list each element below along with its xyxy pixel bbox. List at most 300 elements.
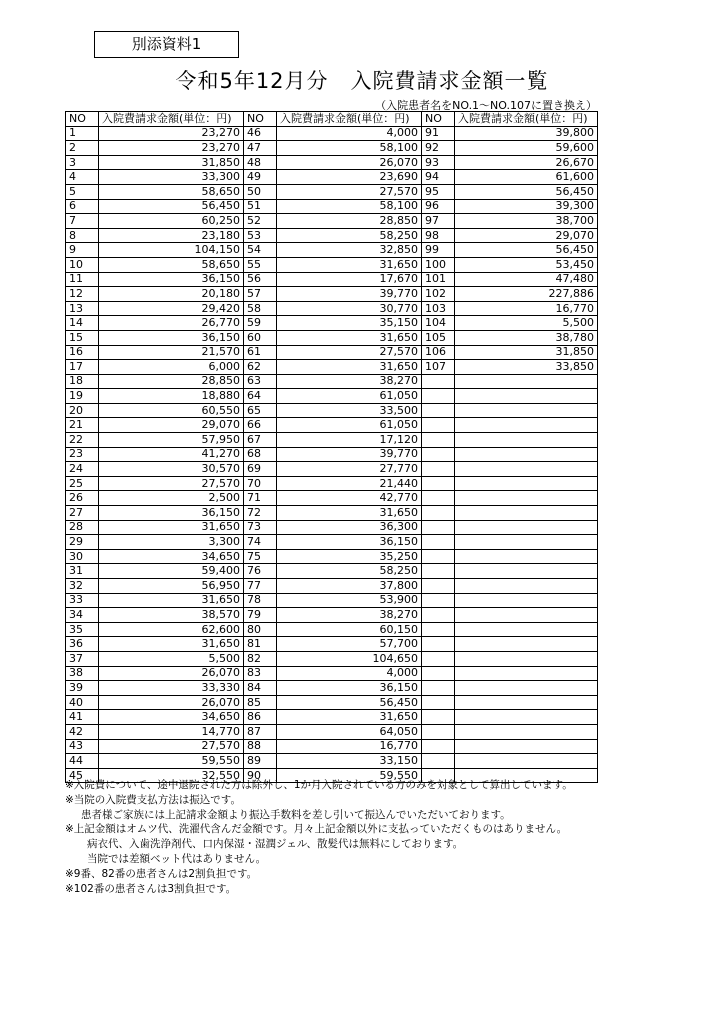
footnote: ※当院の入院費支払方法は振込です。 bbox=[65, 793, 241, 806]
patient-no-cell bbox=[422, 739, 455, 754]
amount-cell bbox=[455, 374, 598, 389]
patient-no-cell: 79 bbox=[244, 608, 277, 623]
patient-no-cell: 106 bbox=[422, 345, 455, 360]
amount-cell: 18,880 bbox=[99, 389, 244, 404]
patient-no-cell: 43 bbox=[66, 739, 99, 754]
patient-no-cell: 107 bbox=[422, 360, 455, 375]
amount-cell: 2,500 bbox=[99, 491, 244, 506]
patient-no-cell bbox=[422, 491, 455, 506]
amount-cell: 33,330 bbox=[99, 681, 244, 696]
amount-cell: 36,150 bbox=[277, 681, 422, 696]
table-row bbox=[66, 622, 598, 637]
amount-cell bbox=[455, 433, 598, 448]
patient-no-cell: 19 bbox=[66, 389, 99, 404]
amount-cell: 31,650 bbox=[99, 637, 244, 652]
patient-no-cell bbox=[422, 403, 455, 418]
footnote: 病衣代、入歯洗浄剤代、口内保湿・湿潤ジェル、散髪代は無料にしております。 bbox=[87, 838, 464, 851]
patient-no-cell: 14 bbox=[66, 316, 99, 331]
patient-no-cell: 101 bbox=[422, 272, 455, 287]
amount-cell bbox=[455, 710, 598, 725]
amount-cell: 17,120 bbox=[277, 433, 422, 448]
amount-cell bbox=[455, 739, 598, 754]
patient-no-cell: 54 bbox=[244, 243, 277, 258]
patient-no-cell: 42 bbox=[66, 724, 99, 739]
patient-no-cell: 33 bbox=[66, 593, 99, 608]
table-row bbox=[66, 724, 598, 739]
patient-no-cell bbox=[422, 520, 455, 535]
patient-no-cell bbox=[422, 622, 455, 637]
amount-cell: 30,570 bbox=[99, 462, 244, 477]
amount-cell: 33,150 bbox=[277, 754, 422, 769]
table-row bbox=[66, 710, 598, 725]
amount-cell: 20,180 bbox=[99, 287, 244, 302]
amount-cell bbox=[455, 593, 598, 608]
table-row bbox=[66, 637, 598, 652]
patient-no-cell: 82 bbox=[244, 651, 277, 666]
patient-no-cell: 94 bbox=[422, 170, 455, 185]
amount-cell bbox=[455, 651, 598, 666]
patient-no-cell: 59 bbox=[244, 316, 277, 331]
amount-cell: 57,700 bbox=[277, 637, 422, 652]
table-row bbox=[66, 243, 598, 258]
patient-no-cell: 69 bbox=[244, 462, 277, 477]
amount-cell: 32,850 bbox=[277, 243, 422, 258]
amount-cell: 60,150 bbox=[277, 622, 422, 637]
amount-cell bbox=[455, 754, 598, 769]
table-row bbox=[66, 579, 598, 594]
patient-no-cell: 56 bbox=[244, 272, 277, 287]
amount-cell: 21,440 bbox=[277, 476, 422, 491]
table-row bbox=[66, 184, 598, 199]
table-row bbox=[66, 287, 598, 302]
patient-no-cell: 51 bbox=[244, 199, 277, 214]
table-row bbox=[66, 695, 598, 710]
patient-no-cell: 62 bbox=[244, 360, 277, 375]
amount-cell: 27,570 bbox=[99, 476, 244, 491]
table-row bbox=[66, 257, 598, 272]
table-row bbox=[66, 214, 598, 229]
table-row bbox=[66, 360, 598, 375]
table-row bbox=[66, 374, 598, 389]
patient-no-cell: 65 bbox=[244, 403, 277, 418]
patient-no-cell: 24 bbox=[66, 462, 99, 477]
amount-cell bbox=[455, 491, 598, 506]
patient-no-cell: 98 bbox=[422, 228, 455, 243]
table-row bbox=[66, 593, 598, 608]
amount-cell bbox=[455, 476, 598, 491]
table-row bbox=[66, 506, 598, 521]
amount-cell: 58,650 bbox=[99, 184, 244, 199]
table-row bbox=[66, 476, 598, 491]
amount-cell: 36,300 bbox=[277, 520, 422, 535]
amount-cell: 58,250 bbox=[277, 228, 422, 243]
patient-no-cell bbox=[422, 506, 455, 521]
amount-cell: 6,000 bbox=[99, 360, 244, 375]
amount-cell: 29,070 bbox=[455, 228, 598, 243]
amount-cell: 31,650 bbox=[277, 710, 422, 725]
header-amount: 入院費請求金額(単位：円) bbox=[99, 112, 244, 127]
patient-no-cell: 96 bbox=[422, 199, 455, 214]
patient-no-cell bbox=[422, 433, 455, 448]
amount-cell: 26,670 bbox=[455, 155, 598, 170]
patient-no-cell bbox=[422, 593, 455, 608]
patient-no-cell: 20 bbox=[66, 403, 99, 418]
amount-cell: 30,770 bbox=[277, 301, 422, 316]
patient-no-cell: 74 bbox=[244, 535, 277, 550]
amount-cell: 23,690 bbox=[277, 170, 422, 185]
patient-no-cell: 37 bbox=[66, 651, 99, 666]
amount-cell: 17,670 bbox=[277, 272, 422, 287]
amount-cell bbox=[455, 637, 598, 652]
patient-no-cell: 41 bbox=[66, 710, 99, 725]
amount-cell: 59,550 bbox=[99, 754, 244, 769]
patient-no-cell: 66 bbox=[244, 418, 277, 433]
table-row bbox=[66, 316, 598, 331]
amount-cell: 31,850 bbox=[99, 155, 244, 170]
patient-no-cell: 61 bbox=[244, 345, 277, 360]
amount-cell: 61,050 bbox=[277, 389, 422, 404]
patient-no-cell bbox=[422, 666, 455, 681]
amount-cell: 21,570 bbox=[99, 345, 244, 360]
table-row bbox=[66, 199, 598, 214]
amount-cell: 3,300 bbox=[99, 535, 244, 550]
amount-cell bbox=[455, 622, 598, 637]
patient-no-cell: 15 bbox=[66, 330, 99, 345]
amount-cell: 26,770 bbox=[99, 316, 244, 331]
patient-no-cell: 105 bbox=[422, 330, 455, 345]
patient-no-cell: 63 bbox=[244, 374, 277, 389]
amount-cell: 33,500 bbox=[277, 403, 422, 418]
amount-cell bbox=[455, 389, 598, 404]
amount-cell: 31,850 bbox=[455, 345, 598, 360]
patient-no-cell: 73 bbox=[244, 520, 277, 535]
patient-no-cell bbox=[422, 462, 455, 477]
patient-no-cell bbox=[422, 447, 455, 462]
patient-no-cell: 53 bbox=[244, 228, 277, 243]
table-row bbox=[66, 564, 598, 579]
amount-cell: 16,770 bbox=[277, 739, 422, 754]
patient-no-cell: 70 bbox=[244, 476, 277, 491]
amount-cell: 4,000 bbox=[277, 666, 422, 681]
amount-cell: 59,550 bbox=[277, 768, 422, 783]
patient-no-cell: 21 bbox=[66, 418, 99, 433]
header-no: NO bbox=[66, 112, 99, 127]
amount-cell: 64,050 bbox=[277, 724, 422, 739]
patient-no-cell: 48 bbox=[244, 155, 277, 170]
amount-cell: 38,700 bbox=[455, 214, 598, 229]
patient-no-cell: 5 bbox=[66, 184, 99, 199]
amount-cell: 37,800 bbox=[277, 579, 422, 594]
patient-no-cell bbox=[422, 476, 455, 491]
patient-no-cell: 50 bbox=[244, 184, 277, 199]
amount-cell: 39,800 bbox=[455, 126, 598, 141]
patient-no-cell: 104 bbox=[422, 316, 455, 331]
patient-no-cell: 77 bbox=[244, 579, 277, 594]
patient-no-cell: 100 bbox=[422, 257, 455, 272]
amount-cell: 47,480 bbox=[455, 272, 598, 287]
patient-no-cell: 31 bbox=[66, 564, 99, 579]
patient-no-cell: 36 bbox=[66, 637, 99, 652]
amount-cell: 56,450 bbox=[99, 199, 244, 214]
table-row bbox=[66, 754, 598, 769]
patient-no-cell bbox=[422, 564, 455, 579]
amount-cell: 56,950 bbox=[99, 579, 244, 594]
amount-cell: 26,070 bbox=[99, 666, 244, 681]
patient-no-cell bbox=[422, 754, 455, 769]
amount-cell: 27,570 bbox=[277, 184, 422, 199]
amount-cell: 53,450 bbox=[455, 257, 598, 272]
amount-cell: 16,770 bbox=[455, 301, 598, 316]
amount-cell: 38,570 bbox=[99, 608, 244, 623]
amount-cell: 34,650 bbox=[99, 549, 244, 564]
patient-no-cell: 64 bbox=[244, 389, 277, 404]
amount-cell: 28,850 bbox=[277, 214, 422, 229]
patient-no-cell bbox=[422, 418, 455, 433]
footnote: ※9番、82番の患者さんは2割負担です。 bbox=[65, 867, 258, 880]
patient-no-cell: 80 bbox=[244, 622, 277, 637]
header-amount: 入院費請求金額(単位：円) bbox=[277, 112, 422, 127]
patient-no-cell: 89 bbox=[244, 754, 277, 769]
amount-cell: 32,550 bbox=[99, 768, 244, 783]
patient-no-cell: 8 bbox=[66, 228, 99, 243]
amount-cell: 36,150 bbox=[277, 535, 422, 550]
patient-no-cell bbox=[422, 549, 455, 564]
patient-no-cell: 78 bbox=[244, 593, 277, 608]
amount-cell bbox=[455, 520, 598, 535]
patient-no-cell: 27 bbox=[66, 506, 99, 521]
footnote: ※入院費について、途中退院された方は除外し、1か月入院されている方のみを対象として算出しています。 bbox=[65, 779, 573, 791]
patient-no-cell: 58 bbox=[244, 301, 277, 316]
amount-cell: 60,250 bbox=[99, 214, 244, 229]
amount-cell: 58,100 bbox=[277, 199, 422, 214]
amount-cell: 31,650 bbox=[99, 593, 244, 608]
patient-no-cell: 38 bbox=[66, 666, 99, 681]
patient-no-cell: 1 bbox=[66, 126, 99, 141]
patient-no-cell: 34 bbox=[66, 608, 99, 623]
patient-no-cell: 68 bbox=[244, 447, 277, 462]
amount-cell bbox=[455, 535, 598, 550]
amount-cell: 56,450 bbox=[455, 184, 598, 199]
amount-cell: 28,850 bbox=[99, 374, 244, 389]
footnotes bbox=[65, 778, 720, 896]
amount-cell bbox=[455, 681, 598, 696]
amount-cell bbox=[455, 403, 598, 418]
amount-cell: 23,180 bbox=[99, 228, 244, 243]
patient-no-cell: 7 bbox=[66, 214, 99, 229]
table-row bbox=[66, 462, 598, 477]
table-row bbox=[66, 330, 598, 345]
table-row bbox=[66, 141, 598, 156]
table-row bbox=[66, 491, 598, 506]
patient-no-cell: 26 bbox=[66, 491, 99, 506]
amount-cell: 27,570 bbox=[277, 345, 422, 360]
header-no: NO bbox=[422, 112, 455, 127]
amount-cell: 59,400 bbox=[99, 564, 244, 579]
attachment-label: 別添資料1 bbox=[94, 31, 239, 58]
patient-no-cell: 55 bbox=[244, 257, 277, 272]
patient-no-cell: 84 bbox=[244, 681, 277, 696]
amount-cell: 56,450 bbox=[277, 695, 422, 710]
billing-table bbox=[65, 111, 598, 783]
amount-cell: 23,270 bbox=[99, 141, 244, 156]
amount-cell: 31,650 bbox=[99, 520, 244, 535]
patient-no-cell bbox=[422, 681, 455, 696]
amount-cell: 29,420 bbox=[99, 301, 244, 316]
patient-no-cell: 75 bbox=[244, 549, 277, 564]
patient-no-cell: 9 bbox=[66, 243, 99, 258]
table-row bbox=[66, 155, 598, 170]
patient-no-cell: 25 bbox=[66, 476, 99, 491]
amount-cell: 14,770 bbox=[99, 724, 244, 739]
patient-no-cell: 57 bbox=[244, 287, 277, 302]
patient-no-cell: 91 bbox=[422, 126, 455, 141]
patient-no-cell: 76 bbox=[244, 564, 277, 579]
table-row bbox=[66, 418, 598, 433]
footnote: 患者様ご家族には上記請求金額より振込手数料を差し引いて振込んでいただいております。 bbox=[81, 808, 511, 821]
footnote: ※上記金額はオムツ代、洗濯代含んだ金額です。月々上記金額以外に支払っていただくものはありません。 bbox=[65, 823, 568, 836]
patient-no-cell: 10 bbox=[66, 257, 99, 272]
amount-cell: 36,150 bbox=[99, 272, 244, 287]
patient-no-cell: 95 bbox=[422, 184, 455, 199]
amount-cell: 29,070 bbox=[99, 418, 244, 433]
table-row bbox=[66, 447, 598, 462]
patient-no-cell: 30 bbox=[66, 549, 99, 564]
amount-cell: 58,250 bbox=[277, 564, 422, 579]
patient-no-cell: 3 bbox=[66, 155, 99, 170]
patient-no-cell: 12 bbox=[66, 287, 99, 302]
amount-cell: 33,850 bbox=[455, 360, 598, 375]
patient-no-cell: 99 bbox=[422, 243, 455, 258]
table-row bbox=[66, 666, 598, 681]
patient-no-cell: 18 bbox=[66, 374, 99, 389]
patient-no-cell bbox=[422, 710, 455, 725]
page-title: 令和5年12月分 入院費請求金額一覧 bbox=[175, 69, 549, 93]
amount-cell: 27,770 bbox=[277, 462, 422, 477]
table-row bbox=[66, 389, 598, 404]
amount-cell: 60,550 bbox=[99, 403, 244, 418]
patient-no-cell: 45 bbox=[66, 768, 99, 783]
patient-no-cell bbox=[422, 535, 455, 550]
billing-table-body bbox=[66, 112, 598, 783]
header-no: NO bbox=[244, 112, 277, 127]
table-row bbox=[66, 433, 598, 448]
patient-no-cell: 49 bbox=[244, 170, 277, 185]
header-amount: 入院費請求金額(単位：円) bbox=[455, 112, 598, 127]
amount-cell: 33,300 bbox=[99, 170, 244, 185]
table-row bbox=[66, 228, 598, 243]
amount-cell: 39,300 bbox=[455, 199, 598, 214]
amount-cell bbox=[455, 695, 598, 710]
footnote: ※102番の患者さんは3割負担です。 bbox=[65, 882, 237, 895]
patient-no-cell: 13 bbox=[66, 301, 99, 316]
patient-no-cell: 85 bbox=[244, 695, 277, 710]
table-row bbox=[66, 681, 598, 696]
patient-no-cell: 4 bbox=[66, 170, 99, 185]
patient-no-cell: 88 bbox=[244, 739, 277, 754]
table-row bbox=[66, 608, 598, 623]
amount-cell bbox=[455, 506, 598, 521]
patient-no-cell: 67 bbox=[244, 433, 277, 448]
amount-cell: 38,780 bbox=[455, 330, 598, 345]
amount-cell: 5,500 bbox=[99, 651, 244, 666]
amount-cell: 36,150 bbox=[99, 330, 244, 345]
patient-no-cell: 16 bbox=[66, 345, 99, 360]
patient-no-cell: 60 bbox=[244, 330, 277, 345]
amount-cell: 35,150 bbox=[277, 316, 422, 331]
patient-no-cell: 6 bbox=[66, 199, 99, 214]
patient-no-cell: 28 bbox=[66, 520, 99, 535]
amount-cell: 27,570 bbox=[99, 739, 244, 754]
amount-cell bbox=[455, 462, 598, 477]
table-row bbox=[66, 549, 598, 564]
patient-no-cell: 29 bbox=[66, 535, 99, 550]
amount-cell bbox=[455, 447, 598, 462]
patient-no-cell: 11 bbox=[66, 272, 99, 287]
patient-no-cell bbox=[422, 651, 455, 666]
patient-no-cell: 47 bbox=[244, 141, 277, 156]
amount-cell: 62,600 bbox=[99, 622, 244, 637]
amount-cell: 5,500 bbox=[455, 316, 598, 331]
amount-cell: 104,650 bbox=[277, 651, 422, 666]
amount-cell bbox=[455, 549, 598, 564]
patient-no-cell bbox=[422, 389, 455, 404]
patient-no-cell: 23 bbox=[66, 447, 99, 462]
amount-cell: 58,650 bbox=[99, 257, 244, 272]
table-row bbox=[66, 520, 598, 535]
patient-no-cell: 90 bbox=[244, 768, 277, 783]
amount-cell: 58,100 bbox=[277, 141, 422, 156]
amount-cell bbox=[455, 666, 598, 681]
patient-no-cell: 46 bbox=[244, 126, 277, 141]
table-row bbox=[66, 272, 598, 287]
table-row bbox=[66, 345, 598, 360]
amount-cell: 31,650 bbox=[277, 506, 422, 521]
amount-cell bbox=[455, 564, 598, 579]
patient-no-cell: 22 bbox=[66, 433, 99, 448]
amount-cell: 227,886 bbox=[455, 287, 598, 302]
amount-cell: 36,150 bbox=[99, 506, 244, 521]
patient-no-cell: 83 bbox=[244, 666, 277, 681]
amount-cell: 59,600 bbox=[455, 141, 598, 156]
table-row bbox=[66, 126, 598, 141]
patient-no-cell bbox=[422, 637, 455, 652]
amount-cell: 38,270 bbox=[277, 374, 422, 389]
amount-cell bbox=[455, 724, 598, 739]
amount-cell bbox=[455, 418, 598, 433]
amount-cell: 31,650 bbox=[277, 360, 422, 375]
patient-no-cell: 72 bbox=[244, 506, 277, 521]
amount-cell: 4,000 bbox=[277, 126, 422, 141]
patient-no-cell: 87 bbox=[244, 724, 277, 739]
patient-no-cell: 17 bbox=[66, 360, 99, 375]
table-row bbox=[66, 651, 598, 666]
patient-no-cell: 102 bbox=[422, 287, 455, 302]
patient-no-cell: 52 bbox=[244, 214, 277, 229]
amount-cell: 38,270 bbox=[277, 608, 422, 623]
amount-cell: 31,650 bbox=[277, 257, 422, 272]
patient-no-cell bbox=[422, 608, 455, 623]
patient-no-cell: 97 bbox=[422, 214, 455, 229]
amount-cell: 39,770 bbox=[277, 287, 422, 302]
patient-no-cell: 32 bbox=[66, 579, 99, 594]
patient-no-cell: 35 bbox=[66, 622, 99, 637]
patient-no-cell: 2 bbox=[66, 141, 99, 156]
amount-cell bbox=[455, 579, 598, 594]
amount-cell: 104,150 bbox=[99, 243, 244, 258]
patient-no-cell: 81 bbox=[244, 637, 277, 652]
amount-cell: 35,250 bbox=[277, 549, 422, 564]
patient-no-cell: 44 bbox=[66, 754, 99, 769]
